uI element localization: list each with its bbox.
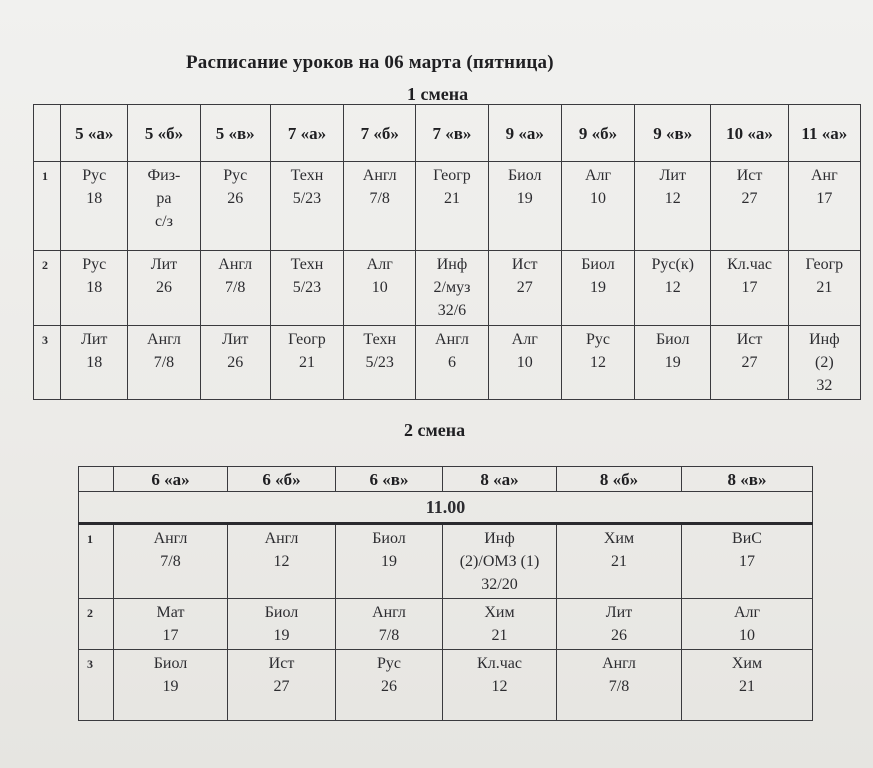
lesson-cell [788,162,860,251]
room: 2/муз [433,279,471,296]
room: 26 [155,279,172,296]
subject: Алг [733,604,761,621]
subject: Биол [655,331,690,348]
lesson-row [34,162,861,251]
lesson-cell [336,650,443,721]
shift1-corner-cell [34,105,61,162]
subject: Биол [507,167,542,184]
subject: Инф [809,331,840,348]
room: 10 [516,354,533,371]
subject: Лит [659,167,686,184]
subject: Биол [372,530,406,547]
room: 21 [816,279,833,296]
lesson-cell [561,162,634,251]
lesson-row [79,599,813,650]
lesson-number: 2 [34,251,61,326]
room: 10 [739,627,755,644]
subject: Геогр [805,256,844,273]
room: 6 [447,354,456,371]
lesson-cell [682,599,813,650]
subject: Рус [223,167,248,184]
room: 17 [162,627,179,644]
subject: Хим [484,604,515,621]
room: 26 [381,678,397,695]
room: 26 [611,627,627,644]
room: 27 [516,279,533,296]
room: 18 [86,279,103,296]
lesson-cell [416,162,488,251]
subject: Англ [602,655,636,672]
lesson-cell [443,599,557,650]
lesson-cell [61,326,128,400]
room: 17 [816,190,833,207]
lesson-cell [114,524,228,599]
class-header: 10 «а» [711,105,788,162]
lesson-cell [228,599,336,650]
page-title: Расписание уроков на 06 марта (пятница) [186,52,554,73]
class-header: 7 «б» [344,105,416,162]
room: 21 [298,354,315,371]
subject: Рус(к) [651,256,694,273]
room: 19 [589,279,606,296]
lesson-cell [682,650,813,721]
lesson-cell [128,251,200,326]
class-header: 6 «а» [114,467,228,492]
room: 7/8 [378,627,400,644]
room: 26 [227,354,244,371]
subject: Англ [372,604,406,621]
subject: Инф [436,256,468,273]
room: 12 [664,190,681,207]
subject: Алг [511,331,538,348]
lesson-cell [711,326,788,400]
lesson-cell [488,162,561,251]
lesson-cell [711,251,788,326]
subject: Хим [731,655,763,672]
lesson-number: 3 [34,326,61,400]
class-header: 5 «а» [61,105,128,162]
class-header: 7 «в» [416,105,488,162]
subject: Рус [377,655,401,672]
subject: Ист [736,331,763,348]
class-header: 7 «а» [270,105,343,162]
room: 27 [741,354,758,371]
room: 17 [739,553,755,570]
class-header: 8 «а» [443,467,557,492]
room: 19 [273,627,290,644]
class-header: 11 «а» [788,105,860,162]
room: 27 [741,190,758,207]
lesson-cell [228,650,336,721]
subject: Рус [82,167,107,184]
lesson-number: 3 [79,650,114,721]
subject: Хим [603,530,635,547]
room: 21 [611,553,627,570]
class-header: 8 «б» [557,467,682,492]
subject: Лит [150,256,178,273]
room: 19 [516,190,533,207]
room: 7/8 [160,553,181,570]
lesson-cell [557,524,682,599]
lesson-cell [557,650,682,721]
lesson-cell [61,162,128,251]
room: 18 [86,354,103,371]
subject: Рус [82,256,107,273]
lesson-row [34,251,861,326]
shift-1-table [33,104,861,400]
subject: Лит [81,331,108,348]
room: (2) [815,354,834,371]
room: 19 [381,553,397,570]
room: 21 [443,190,460,207]
room: 7/8 [369,190,390,207]
subject: Ист [511,256,538,273]
subject: Физ- [147,167,181,184]
lesson-cell [200,251,270,326]
subject: Биол [153,655,188,672]
room: 7/8 [153,354,175,371]
subject: Рус [585,331,610,348]
room: 18 [86,190,103,207]
room: 26 [227,190,244,207]
lesson-cell [61,251,128,326]
lesson-cell [416,251,488,326]
lesson-cell [561,251,634,326]
lesson-number: 1 [34,162,61,251]
shift2-time-row [79,492,813,524]
lesson-cell [557,599,682,650]
shift-2-body [79,467,813,721]
lesson-row [34,326,861,400]
room: 5/23 [292,279,322,296]
subject: ВиС [732,530,762,547]
lesson-row [79,524,813,599]
subject: Англ [264,530,299,547]
shift-2-table [78,466,813,721]
room: с/з [155,213,173,230]
room: 12 [664,279,681,296]
lesson-cell [443,524,557,599]
room: 12 [589,354,606,371]
lesson-cell [682,524,813,599]
lesson-cell [635,251,711,326]
lesson-cell [488,326,561,400]
subject: Англ [362,167,397,184]
lesson-cell [635,162,711,251]
lesson-number: 1 [79,524,114,599]
room: (2)/ОМЗ (1) [459,553,540,570]
class-header: 6 «б» [228,467,336,492]
lesson-cell [114,599,228,650]
lesson-cell [561,326,634,400]
lesson-cell [788,251,860,326]
room: 7/8 [608,678,630,695]
shift-1-body [34,105,861,400]
subject: Мат [156,604,185,621]
class-header: 9 «а» [488,105,561,162]
room: 10 [371,279,388,296]
lesson-cell [336,524,443,599]
subject: Кл.час [727,256,772,273]
room: 12 [491,678,508,695]
subject: Биол [581,256,615,273]
subject: Техн [363,331,397,348]
room: 32/20 [481,576,518,593]
lesson-cell [344,251,416,326]
lesson-cell [200,326,270,400]
lesson-cell [128,326,200,400]
room: 17 [741,279,758,296]
room: 5/23 [292,190,322,207]
subject: Кл.час [477,655,522,672]
shift2-header-row [79,467,813,492]
lesson-cell [336,599,443,650]
class-header: 9 «в» [635,105,711,162]
room: 19 [162,678,179,695]
room: 10 [589,190,606,207]
class-header: 5 «б» [128,105,200,162]
room: ра [156,190,172,207]
subject: Англ [147,331,181,348]
start-time: 11.00 [79,492,813,524]
subject: Ист [268,655,295,672]
room: 21 [491,627,508,644]
class-header: 6 «в» [336,467,443,492]
lesson-cell [228,524,336,599]
room: 19 [664,354,681,371]
lesson-cell [344,326,416,400]
subject: Алг [584,167,612,184]
lesson-cell [344,162,416,251]
shift2-corner-cell [79,467,114,492]
lesson-cell [200,162,270,251]
class-header: 8 «в» [682,467,813,492]
subject: Англ [435,331,469,348]
shift-1-label: 1 смена [407,84,469,104]
room: 32/6 [437,302,467,319]
subject: Анг [810,167,838,184]
subject: Геогр [288,331,326,348]
class-header: 9 «б» [561,105,634,162]
lesson-cell [270,251,343,326]
lesson-cell [416,326,488,400]
subject: Англ [218,256,253,273]
subject: Англ [153,530,188,547]
subject: Инф [484,530,515,547]
lesson-cell [270,326,343,400]
room: 7/8 [224,279,246,296]
lesson-cell [711,162,788,251]
subject: Техн [290,167,324,184]
room: 32 [816,377,833,394]
lesson-cell [488,251,561,326]
class-header: 5 «в» [200,105,270,162]
shift-2-label: 2 смена [404,420,466,440]
subject: Лит [605,604,633,621]
room: 21 [739,678,755,695]
lesson-row [79,650,813,721]
subject: Лит [222,331,249,348]
lesson-cell [114,650,228,721]
subject: Ист [736,167,763,184]
shift1-header-row [34,105,861,162]
subject: Биол [264,604,299,621]
subject: Геогр [433,167,471,184]
room: 5/23 [365,354,394,371]
room: 27 [273,678,290,695]
lesson-cell [128,162,200,251]
lesson-cell [270,162,343,251]
lesson-cell [788,326,860,400]
subject: Алг [366,256,393,273]
lesson-cell [635,326,711,400]
lesson-cell [443,650,557,721]
subject: Техн [290,256,324,273]
lesson-number: 2 [79,599,114,650]
room: 12 [273,553,290,570]
